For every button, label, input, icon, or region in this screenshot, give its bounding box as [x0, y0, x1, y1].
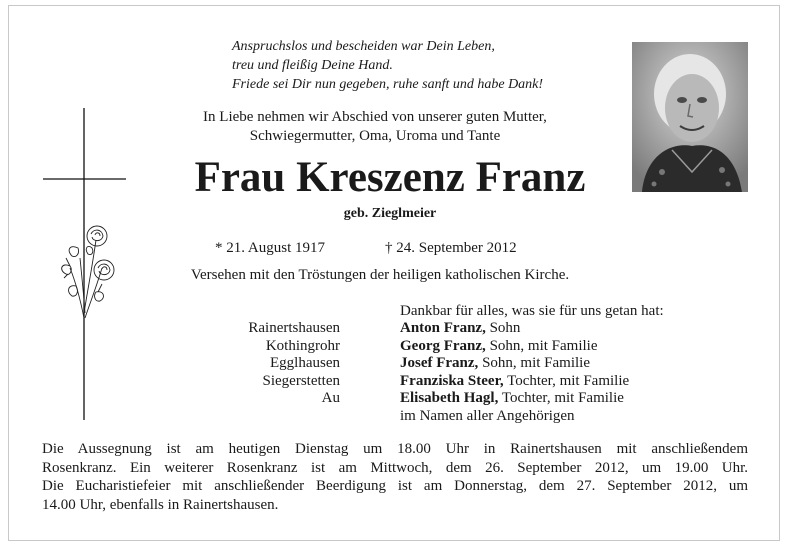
deceased-name: Frau Kreszenz Franz — [194, 154, 586, 201]
mourner-name: Georg Franz, — [400, 337, 486, 354]
mourner-entry — [400, 338, 629, 356]
death-date: † 24. September 2012 — [385, 240, 517, 256]
mourner-name: Elisabeth Hagl, — [400, 390, 499, 407]
mourner-relation: Tochter, mit Familie — [498, 390, 624, 407]
mourner-relation: Sohn, mit Familie — [485, 337, 598, 354]
notice-line: Rosenkranz. Ein weiterer Rosenkranz ist am Mittwoch, dem 26. September 2012, um 19.00 Uhr. — [42, 459, 748, 476]
mourner-place: Kothingrohr — [265, 337, 340, 354]
mourner-list — [400, 320, 629, 426]
mourner-places — [160, 320, 340, 408]
mourner-entry — [400, 355, 629, 373]
mourner-place: Egglhausen — [270, 355, 340, 372]
sacrament-line: Versehen mit den Tröstungen der heiligen katholischen Kirche. — [190, 267, 570, 283]
mourner-entry — [400, 320, 629, 338]
closing-line: im Namen aller Angehörigen — [400, 407, 575, 424]
mourner-name: Josef Franz, — [400, 355, 479, 372]
maiden-name: geb. Zieglmeier — [343, 206, 437, 221]
mourner-place: Au — [321, 390, 340, 407]
mourner-entry — [400, 373, 629, 391]
verse-line: Friede sei Dir nun gegeben, ruhe sanft und habe Dank! — [232, 77, 544, 92]
thanks-line: Dankbar für alles, was sie für uns getan hat: — [400, 303, 664, 319]
mourner-relation: Sohn, mit Familie — [478, 355, 590, 372]
verse-line: treu und fleißig Deine Hand. — [232, 58, 393, 73]
intro-line: In Liebe nehmen wir Abschied von unserer guten Mutter, — [203, 109, 547, 125]
verse-line: Anspruchslos und bescheiden war Dein Leben, — [232, 39, 495, 54]
mourner-name: Anton Franz, — [400, 320, 486, 336]
notice-line: Die Aussegnung ist am heutigen Dienstag um 18.00 Uhr in Rainertshausen mit anschließendem — [42, 441, 748, 457]
birth-date: * 21. August 1917 — [215, 240, 326, 256]
mourner-place: Rainertshausen — [248, 320, 340, 336]
notice-line: Die Eucharistiefeier mit anschließender Beerdigung ist am Donnerstag, dem 27. September 2012, um — [42, 478, 748, 494]
intro-text — [150, 108, 600, 146]
mourner-name: Franziska Steer, — [400, 372, 504, 389]
mourner-relation: Sohn — [485, 320, 521, 336]
portrait-photo — [632, 42, 748, 192]
intro-line: Schwiegermutter, Oma, Uroma und Tante — [249, 128, 501, 144]
verse — [232, 37, 632, 94]
cross-with-roses-icon — [40, 108, 130, 428]
funeral-notice — [42, 440, 748, 514]
notice-line: 14.00 Uhr, ebenfalls in Rainertshausen. — [42, 496, 279, 513]
mourner-relation: Tochter, mit Familie — [503, 372, 630, 389]
mourner-entry — [400, 390, 629, 408]
mourner-place: Siegerstetten — [262, 372, 340, 389]
